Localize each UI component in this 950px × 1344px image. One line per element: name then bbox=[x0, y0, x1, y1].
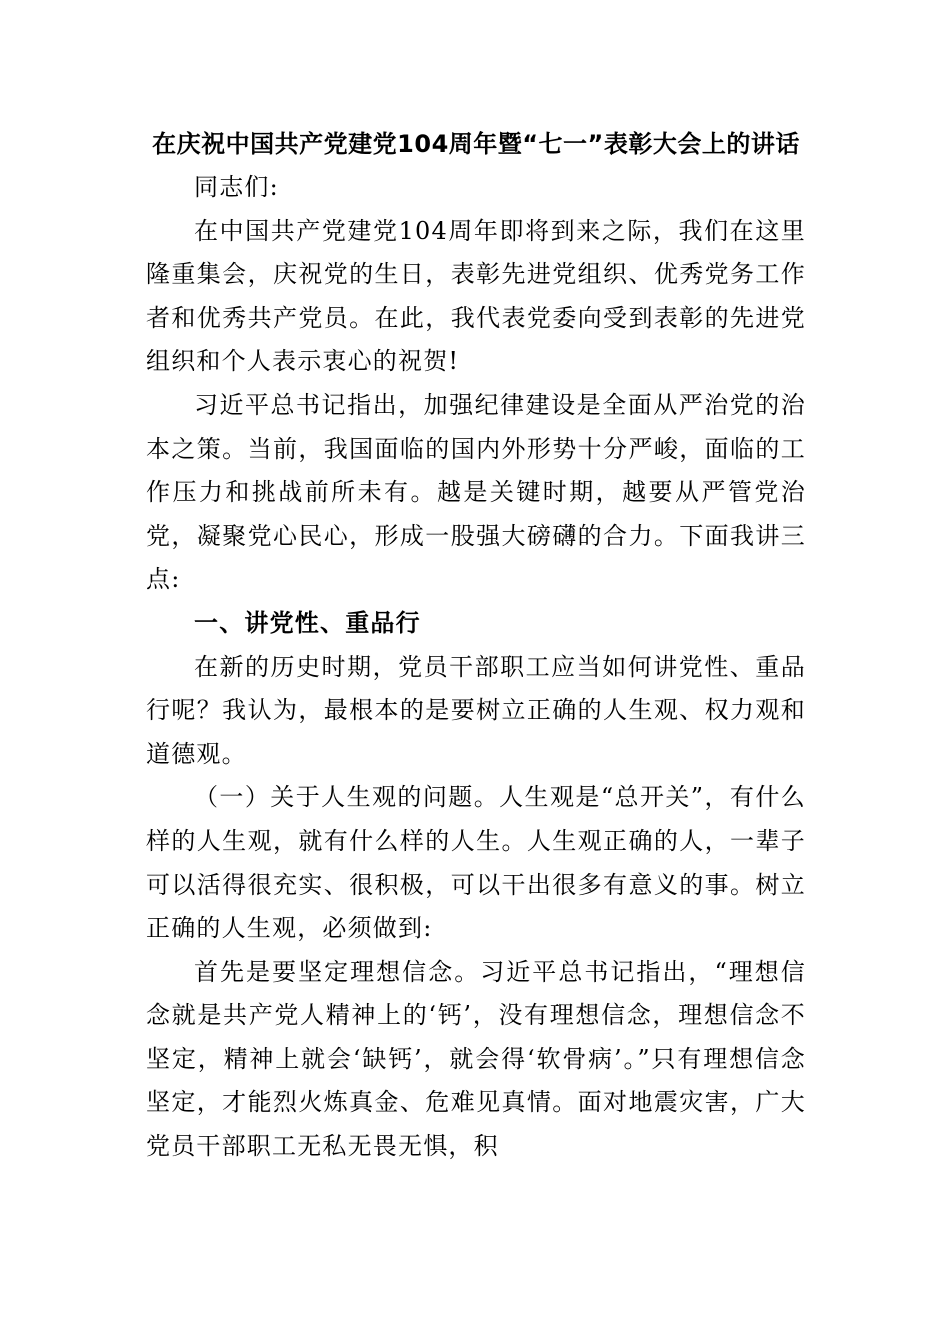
section1-paragraph-2: （一）关于人生观的问题。人生观是“总开关”，有什么样的人生观，就有什么样的人生。人生观正确的人，一辈子可以活得很充实、很积极，可以干出很多有意义的事。树立正确的人生观，必须做到: bbox=[146, 783, 806, 943]
document-body bbox=[146, 122, 806, 1169]
section1-paragraph-1: 在新的历史时期，党员干部职工应当如何讲党性、重品行呢？我认为，最根本的是要树立正确的人生观、权力观和道德观。 bbox=[146, 652, 806, 768]
document-title: 在庆祝中国共产党建党104周年暨“七一”表彰大会上的讲话 bbox=[152, 130, 800, 158]
section-heading-1: 一、讲党性、重品行 bbox=[194, 608, 421, 637]
paragraph-context: 习近平总书记指出，加强纪律建设是全面从严治党的治本之策。当前，我国面临的国内外形势十分严峻，面临的工作压力和挑战前所未有。越是关键时期，越要从严管党治党，凝聚党心民心，形成一股强大磅礴的合力。下面我讲三点: bbox=[146, 390, 806, 594]
salutation: 同志们: bbox=[194, 173, 279, 201]
section1-paragraph-3: 首先是要坚定理想信念。习近平总书记指出，“理想信念就是共产党人精神上的‘钙’，没有理想信念，理想信念不坚定，精神上就会‘缺钙’，就会得‘软骨病’。”只有理想信念坚定，才能烈火炼真金、危难见真情。面对地震灾害，广大党员干部职工无私无畏无惧，积 bbox=[146, 957, 806, 1161]
paragraph-intro: 在中国共产党建党104周年即将到来之际，我们在这里隆重集会，庆祝党的生日，表彰先进党组织、优秀党务工作者和优秀共产党员。在此，我代表党委向受到表彰的先进党组织和个人表示衷心的祝贺! bbox=[146, 216, 806, 376]
